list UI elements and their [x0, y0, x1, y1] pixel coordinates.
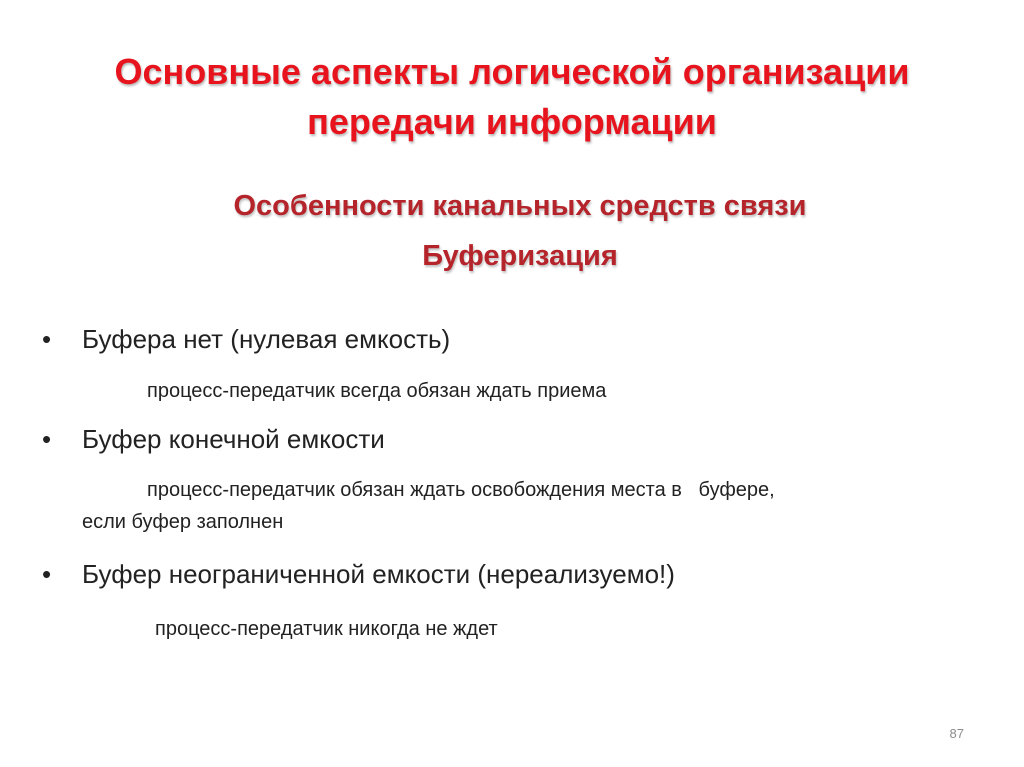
bullet-note: процесс-передатчик обязан ждать освобождения места в буфере, — [147, 479, 775, 501]
bullet-heading: Буфер конечной емкости — [82, 424, 385, 454]
bullet-heading: Буфер неограниченной емкости (нереализуемо!) — [82, 559, 675, 589]
bullet-item-no-buffer — [42, 322, 450, 356]
bullet-note: процесс-передатчик никогда не ждет — [155, 618, 498, 640]
slide-subtitle-line-2: Буферизация — [422, 240, 618, 272]
bullet-icon: • — [42, 324, 52, 354]
bullet-item-finite-buffer — [42, 422, 385, 456]
bullet-icon: • — [42, 559, 52, 589]
slide-subtitle-line-1: Особенности канальных средств связи — [233, 190, 807, 222]
bullet-note: процесс-передатчик всегда обязан ждать приема — [147, 380, 607, 402]
page-number: 87 — [949, 726, 964, 741]
bullet-item-unbounded-buffer — [42, 557, 675, 591]
bullet-note-continuation: если буфер заполнен — [82, 511, 284, 533]
slide-title-line-1: Основные аспекты логической организации — [114, 51, 910, 92]
bullet-heading: Буфера нет (нулевая емкость) — [82, 324, 451, 354]
bullet-icon: • — [42, 424, 52, 454]
slide-title-line-2: передачи информации — [307, 101, 717, 142]
